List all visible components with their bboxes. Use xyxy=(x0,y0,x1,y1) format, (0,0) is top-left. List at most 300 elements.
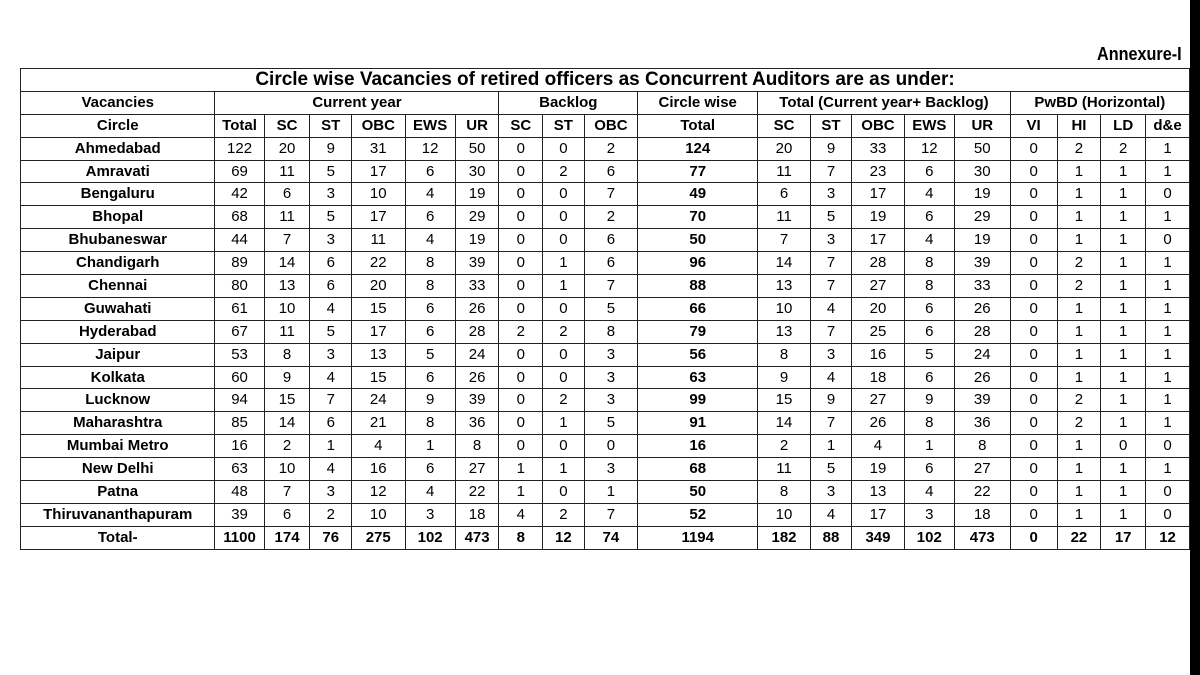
value-cell: 9 xyxy=(758,366,810,389)
value-cell: 30 xyxy=(954,160,1010,183)
circle-name-cell: Bhubaneswar xyxy=(21,229,215,252)
value-cell: 3 xyxy=(584,343,638,366)
value-cell: 28 xyxy=(954,320,1010,343)
value-cell: 0 xyxy=(499,160,543,183)
value-cell: 12 xyxy=(405,137,455,160)
column-header: EWS xyxy=(405,114,455,137)
value-cell: 0 xyxy=(499,137,543,160)
total-label-cell: Total- xyxy=(21,526,215,549)
value-cell: 16 xyxy=(351,458,405,481)
value-cell: 7 xyxy=(584,503,638,526)
value-cell: 6 xyxy=(904,366,954,389)
circle-name-cell: Mumbai Metro xyxy=(21,435,215,458)
value-cell: 16 xyxy=(852,343,904,366)
value-cell: 20 xyxy=(264,137,310,160)
value-cell: 0 xyxy=(543,297,585,320)
value-cell: 48 xyxy=(215,481,264,504)
value-cell: 26 xyxy=(455,297,499,320)
value-cell: 19 xyxy=(455,183,499,206)
value-cell: 0 xyxy=(543,481,585,504)
value-cell: 17 xyxy=(351,160,405,183)
value-cell: 4 xyxy=(904,481,954,504)
value-cell: 10 xyxy=(351,183,405,206)
value-cell: 96 xyxy=(638,252,758,275)
value-cell: 7 xyxy=(584,275,638,298)
value-cell: 9 xyxy=(904,389,954,412)
circle-name-cell: Guwahati xyxy=(21,297,215,320)
value-cell: 26 xyxy=(954,297,1010,320)
value-cell: 2 xyxy=(499,320,543,343)
value-cell: 8 xyxy=(954,435,1010,458)
value-cell: 26 xyxy=(852,412,904,435)
value-cell: 0 xyxy=(1146,229,1190,252)
value-cell: 1 xyxy=(1146,412,1190,435)
value-cell: 11 xyxy=(264,206,310,229)
value-cell: 2 xyxy=(543,160,585,183)
value-cell: 13 xyxy=(264,275,310,298)
table-row xyxy=(21,320,1190,343)
value-cell: 2 xyxy=(543,503,585,526)
table-row xyxy=(21,160,1190,183)
value-cell: 4 xyxy=(904,183,954,206)
value-cell: 7 xyxy=(810,412,852,435)
value-cell: 13 xyxy=(351,343,405,366)
column-header: ST xyxy=(810,114,852,137)
value-cell: 2 xyxy=(584,137,638,160)
value-cell: 20 xyxy=(351,275,405,298)
value-cell: 9 xyxy=(310,137,352,160)
value-cell: 17 xyxy=(852,229,904,252)
column-header: OBC xyxy=(584,114,638,137)
value-cell: 1 xyxy=(1101,320,1146,343)
total-value-cell: 275 xyxy=(351,526,405,549)
column-header: VI xyxy=(1010,114,1057,137)
value-cell: 39 xyxy=(954,389,1010,412)
value-cell: 0 xyxy=(1146,183,1190,206)
current-year-header: Current year xyxy=(215,91,499,114)
column-header: d&e xyxy=(1146,114,1190,137)
value-cell: 3 xyxy=(405,503,455,526)
value-cell: 6 xyxy=(584,229,638,252)
value-cell: 24 xyxy=(954,343,1010,366)
value-cell: 8 xyxy=(904,275,954,298)
value-cell: 0 xyxy=(499,412,543,435)
value-cell: 5 xyxy=(810,458,852,481)
value-cell: 1 xyxy=(1057,206,1101,229)
value-cell: 14 xyxy=(758,412,810,435)
value-cell: 63 xyxy=(638,366,758,389)
column-header: LD xyxy=(1101,114,1146,137)
value-cell: 63 xyxy=(215,458,264,481)
value-cell: 0 xyxy=(1010,389,1057,412)
value-cell: 0 xyxy=(543,206,585,229)
value-cell: 77 xyxy=(638,160,758,183)
value-cell: 1 xyxy=(1057,435,1101,458)
value-cell: 2 xyxy=(1057,137,1101,160)
value-cell: 0 xyxy=(499,252,543,275)
value-cell: 1 xyxy=(1057,458,1101,481)
circle-name-cell: Chandigarh xyxy=(21,252,215,275)
value-cell: 7 xyxy=(584,183,638,206)
value-cell: 6 xyxy=(310,412,352,435)
value-cell: 6 xyxy=(584,252,638,275)
value-cell: 36 xyxy=(954,412,1010,435)
total-value-cell: 473 xyxy=(954,526,1010,549)
value-cell: 4 xyxy=(499,503,543,526)
value-cell: 0 xyxy=(543,435,585,458)
total-value-cell: 174 xyxy=(264,526,310,549)
value-cell: 0 xyxy=(543,183,585,206)
value-cell: 19 xyxy=(852,206,904,229)
value-cell: 0 xyxy=(499,389,543,412)
value-cell: 0 xyxy=(1010,458,1057,481)
value-cell: 6 xyxy=(405,160,455,183)
circle-name-cell: Kolkata xyxy=(21,366,215,389)
value-cell: 0 xyxy=(1010,229,1057,252)
value-cell: 3 xyxy=(810,343,852,366)
value-cell: 6 xyxy=(264,503,310,526)
total-value-cell: 349 xyxy=(852,526,904,549)
value-cell: 1 xyxy=(1101,503,1146,526)
value-cell: 3 xyxy=(810,481,852,504)
value-cell: 3 xyxy=(310,229,352,252)
circle-name-cell: Jaipur xyxy=(21,343,215,366)
value-cell: 19 xyxy=(954,183,1010,206)
value-cell: 3 xyxy=(310,343,352,366)
table-row xyxy=(21,183,1190,206)
value-cell: 6 xyxy=(405,206,455,229)
value-cell: 1 xyxy=(1146,366,1190,389)
total-value-cell: 182 xyxy=(758,526,810,549)
value-cell: 3 xyxy=(310,481,352,504)
value-cell: 20 xyxy=(852,297,904,320)
value-cell: 0 xyxy=(499,229,543,252)
value-cell: 4 xyxy=(405,481,455,504)
value-cell: 1 xyxy=(904,435,954,458)
value-cell: 3 xyxy=(584,389,638,412)
column-header: Total xyxy=(638,114,758,137)
value-cell: 2 xyxy=(584,206,638,229)
circle-name-cell: Ahmedabad xyxy=(21,137,215,160)
value-cell: 7 xyxy=(810,160,852,183)
value-cell: 0 xyxy=(1146,503,1190,526)
value-cell: 0 xyxy=(1010,481,1057,504)
pwbd-header: PwBD (Horizontal) xyxy=(1010,91,1189,114)
value-cell: 1 xyxy=(1101,183,1146,206)
value-cell: 7 xyxy=(264,229,310,252)
value-cell: 1 xyxy=(1101,366,1146,389)
value-cell: 10 xyxy=(758,297,810,320)
value-cell: 3 xyxy=(810,183,852,206)
value-cell: 6 xyxy=(405,366,455,389)
value-cell: 0 xyxy=(1010,297,1057,320)
column-header: ST xyxy=(543,114,585,137)
value-cell: 0 xyxy=(499,366,543,389)
value-cell: 66 xyxy=(638,297,758,320)
value-cell: 11 xyxy=(264,320,310,343)
value-cell: 0 xyxy=(543,366,585,389)
value-cell: 44 xyxy=(215,229,264,252)
value-cell: 39 xyxy=(954,252,1010,275)
value-cell: 50 xyxy=(455,137,499,160)
value-cell: 8 xyxy=(758,481,810,504)
value-cell: 1 xyxy=(1057,481,1101,504)
value-cell: 50 xyxy=(638,229,758,252)
value-cell: 1 xyxy=(1101,206,1146,229)
value-cell: 8 xyxy=(455,435,499,458)
value-cell: 33 xyxy=(455,275,499,298)
value-cell: 5 xyxy=(584,297,638,320)
value-cell: 1 xyxy=(584,481,638,504)
value-cell: 1 xyxy=(1057,229,1101,252)
value-cell: 1 xyxy=(405,435,455,458)
value-cell: 124 xyxy=(638,137,758,160)
value-cell: 68 xyxy=(215,206,264,229)
value-cell: 1 xyxy=(1057,366,1101,389)
value-cell: 27 xyxy=(852,389,904,412)
value-cell: 0 xyxy=(543,343,585,366)
value-cell: 23 xyxy=(852,160,904,183)
total-value-cell: 102 xyxy=(405,526,455,549)
column-header: UR xyxy=(954,114,1010,137)
value-cell: 70 xyxy=(638,206,758,229)
value-cell: 6 xyxy=(904,160,954,183)
vacancies-header: Vacancies xyxy=(21,91,215,114)
value-cell: 29 xyxy=(455,206,499,229)
value-cell: 2 xyxy=(1057,389,1101,412)
value-cell: 28 xyxy=(852,252,904,275)
value-cell: 13 xyxy=(852,481,904,504)
value-cell: 7 xyxy=(758,229,810,252)
value-cell: 0 xyxy=(1010,206,1057,229)
value-cell: 4 xyxy=(405,183,455,206)
total-value-cell: 102 xyxy=(904,526,954,549)
value-cell: 0 xyxy=(1010,343,1057,366)
column-header: OBC xyxy=(351,114,405,137)
value-cell: 22 xyxy=(455,481,499,504)
value-cell: 27 xyxy=(455,458,499,481)
value-cell: 6 xyxy=(758,183,810,206)
value-cell: 68 xyxy=(638,458,758,481)
column-header: SC xyxy=(264,114,310,137)
value-cell: 2 xyxy=(310,503,352,526)
value-cell: 5 xyxy=(904,343,954,366)
value-cell: 17 xyxy=(351,206,405,229)
right-edge-bar xyxy=(1190,0,1200,675)
total-value-cell: 0 xyxy=(1010,526,1057,549)
value-cell: 9 xyxy=(264,366,310,389)
total-value-cell: 12 xyxy=(1146,526,1190,549)
total-value-cell: 8 xyxy=(499,526,543,549)
annexure-label: Annexure-I xyxy=(1097,44,1182,64)
value-cell: 1 xyxy=(1101,481,1146,504)
value-cell: 6 xyxy=(904,206,954,229)
table-row xyxy=(21,206,1190,229)
column-header: SC xyxy=(758,114,810,137)
value-cell: 13 xyxy=(758,275,810,298)
backlog-header: Backlog xyxy=(499,91,638,114)
value-cell: 1 xyxy=(1101,297,1146,320)
value-cell: 5 xyxy=(584,412,638,435)
value-cell: 1 xyxy=(543,412,585,435)
value-cell: 3 xyxy=(584,458,638,481)
table-body xyxy=(21,137,1190,549)
value-cell: 10 xyxy=(758,503,810,526)
value-cell: 8 xyxy=(405,275,455,298)
value-cell: 1 xyxy=(1101,343,1146,366)
value-cell: 8 xyxy=(264,343,310,366)
value-cell: 1 xyxy=(1101,275,1146,298)
value-cell: 4 xyxy=(810,297,852,320)
value-cell: 60 xyxy=(215,366,264,389)
value-cell: 2 xyxy=(264,435,310,458)
value-cell: 39 xyxy=(215,503,264,526)
circle-name-cell: New Delhi xyxy=(21,458,215,481)
column-header: HI xyxy=(1057,114,1101,137)
value-cell: 7 xyxy=(810,252,852,275)
value-cell: 5 xyxy=(310,320,352,343)
value-cell: 7 xyxy=(310,389,352,412)
total-value-cell: 1100 xyxy=(215,526,264,549)
value-cell: 0 xyxy=(1010,503,1057,526)
value-cell: 12 xyxy=(904,137,954,160)
value-cell: 6 xyxy=(405,297,455,320)
value-cell: 6 xyxy=(405,320,455,343)
value-cell: 89 xyxy=(215,252,264,275)
value-cell: 17 xyxy=(351,320,405,343)
table-row xyxy=(21,458,1190,481)
value-cell: 1 xyxy=(1057,297,1101,320)
value-cell: 42 xyxy=(215,183,264,206)
value-cell: 0 xyxy=(543,229,585,252)
value-cell: 0 xyxy=(1010,366,1057,389)
value-cell: 20 xyxy=(758,137,810,160)
circle-name-cell: Hyderabad xyxy=(21,320,215,343)
value-cell: 2 xyxy=(543,320,585,343)
value-cell: 53 xyxy=(215,343,264,366)
circle-name-cell: Lucknow xyxy=(21,389,215,412)
value-cell: 88 xyxy=(638,275,758,298)
value-cell: 27 xyxy=(852,275,904,298)
table-row xyxy=(21,366,1190,389)
value-cell: 2 xyxy=(1101,137,1146,160)
circle-name-cell: Maharashtra xyxy=(21,412,215,435)
value-cell: 6 xyxy=(584,160,638,183)
value-cell: 8 xyxy=(405,252,455,275)
value-cell: 6 xyxy=(904,297,954,320)
value-cell: 0 xyxy=(1101,435,1146,458)
value-cell: 4 xyxy=(310,297,352,320)
value-cell: 1 xyxy=(1057,320,1101,343)
value-cell: 26 xyxy=(954,366,1010,389)
value-cell: 0 xyxy=(543,137,585,160)
circle-name-cell: Thiruvananthapuram xyxy=(21,503,215,526)
value-cell: 12 xyxy=(351,481,405,504)
value-cell: 2 xyxy=(543,389,585,412)
value-cell: 1 xyxy=(1057,503,1101,526)
value-cell: 0 xyxy=(499,435,543,458)
total-value-cell: 88 xyxy=(810,526,852,549)
value-cell: 30 xyxy=(455,160,499,183)
value-cell: 0 xyxy=(499,275,543,298)
value-cell: 36 xyxy=(455,412,499,435)
column-header: Circle xyxy=(21,114,215,137)
value-cell: 79 xyxy=(638,320,758,343)
value-cell: 6 xyxy=(904,458,954,481)
total-current-backlog-header: Total (Current year+ Backlog) xyxy=(758,91,1010,114)
table-row xyxy=(21,252,1190,275)
value-cell: 1 xyxy=(543,458,585,481)
value-cell: 1 xyxy=(1146,389,1190,412)
value-cell: 2 xyxy=(1057,252,1101,275)
value-cell: 0 xyxy=(499,343,543,366)
value-cell: 3 xyxy=(584,366,638,389)
value-cell: 11 xyxy=(758,458,810,481)
value-cell: 85 xyxy=(215,412,264,435)
value-cell: 27 xyxy=(954,458,1010,481)
value-cell: 4 xyxy=(405,229,455,252)
value-cell: 4 xyxy=(351,435,405,458)
table-row xyxy=(21,229,1190,252)
column-header: UR xyxy=(455,114,499,137)
value-cell: 0 xyxy=(499,183,543,206)
value-cell: 11 xyxy=(351,229,405,252)
value-cell: 1 xyxy=(1146,458,1190,481)
value-cell: 19 xyxy=(954,229,1010,252)
value-cell: 69 xyxy=(215,160,264,183)
total-value-cell: 22 xyxy=(1057,526,1101,549)
table-row xyxy=(21,343,1190,366)
value-cell: 13 xyxy=(758,320,810,343)
value-cell: 7 xyxy=(810,275,852,298)
value-cell: 1 xyxy=(1101,458,1146,481)
table-row xyxy=(21,389,1190,412)
value-cell: 99 xyxy=(638,389,758,412)
value-cell: 0 xyxy=(1010,412,1057,435)
value-cell: 14 xyxy=(264,252,310,275)
table-row xyxy=(21,435,1190,458)
value-cell: 15 xyxy=(351,366,405,389)
value-cell: 49 xyxy=(638,183,758,206)
value-cell: 1 xyxy=(1146,137,1190,160)
value-cell: 11 xyxy=(264,160,310,183)
value-cell: 6 xyxy=(405,458,455,481)
value-cell: 24 xyxy=(351,389,405,412)
column-header: SC xyxy=(499,114,543,137)
value-cell: 8 xyxy=(904,252,954,275)
value-cell: 0 xyxy=(1010,252,1057,275)
value-cell: 25 xyxy=(852,320,904,343)
circle-name-cell: Patna xyxy=(21,481,215,504)
value-cell: 6 xyxy=(264,183,310,206)
value-cell: 94 xyxy=(215,389,264,412)
value-cell: 6 xyxy=(310,275,352,298)
value-cell: 1 xyxy=(1057,160,1101,183)
value-cell: 5 xyxy=(310,206,352,229)
value-cell: 18 xyxy=(954,503,1010,526)
total-value-cell: 76 xyxy=(310,526,352,549)
circle-name-cell: Chennai xyxy=(21,275,215,298)
value-cell: 52 xyxy=(638,503,758,526)
total-value-cell: 1194 xyxy=(638,526,758,549)
value-cell: 1 xyxy=(543,252,585,275)
circle-name-cell: Amravati xyxy=(21,160,215,183)
value-cell: 0 xyxy=(1010,160,1057,183)
circle-wise-header: Circle wise xyxy=(638,91,758,114)
table-row xyxy=(21,137,1190,160)
value-cell: 10 xyxy=(264,297,310,320)
column-header: Total xyxy=(215,114,264,137)
